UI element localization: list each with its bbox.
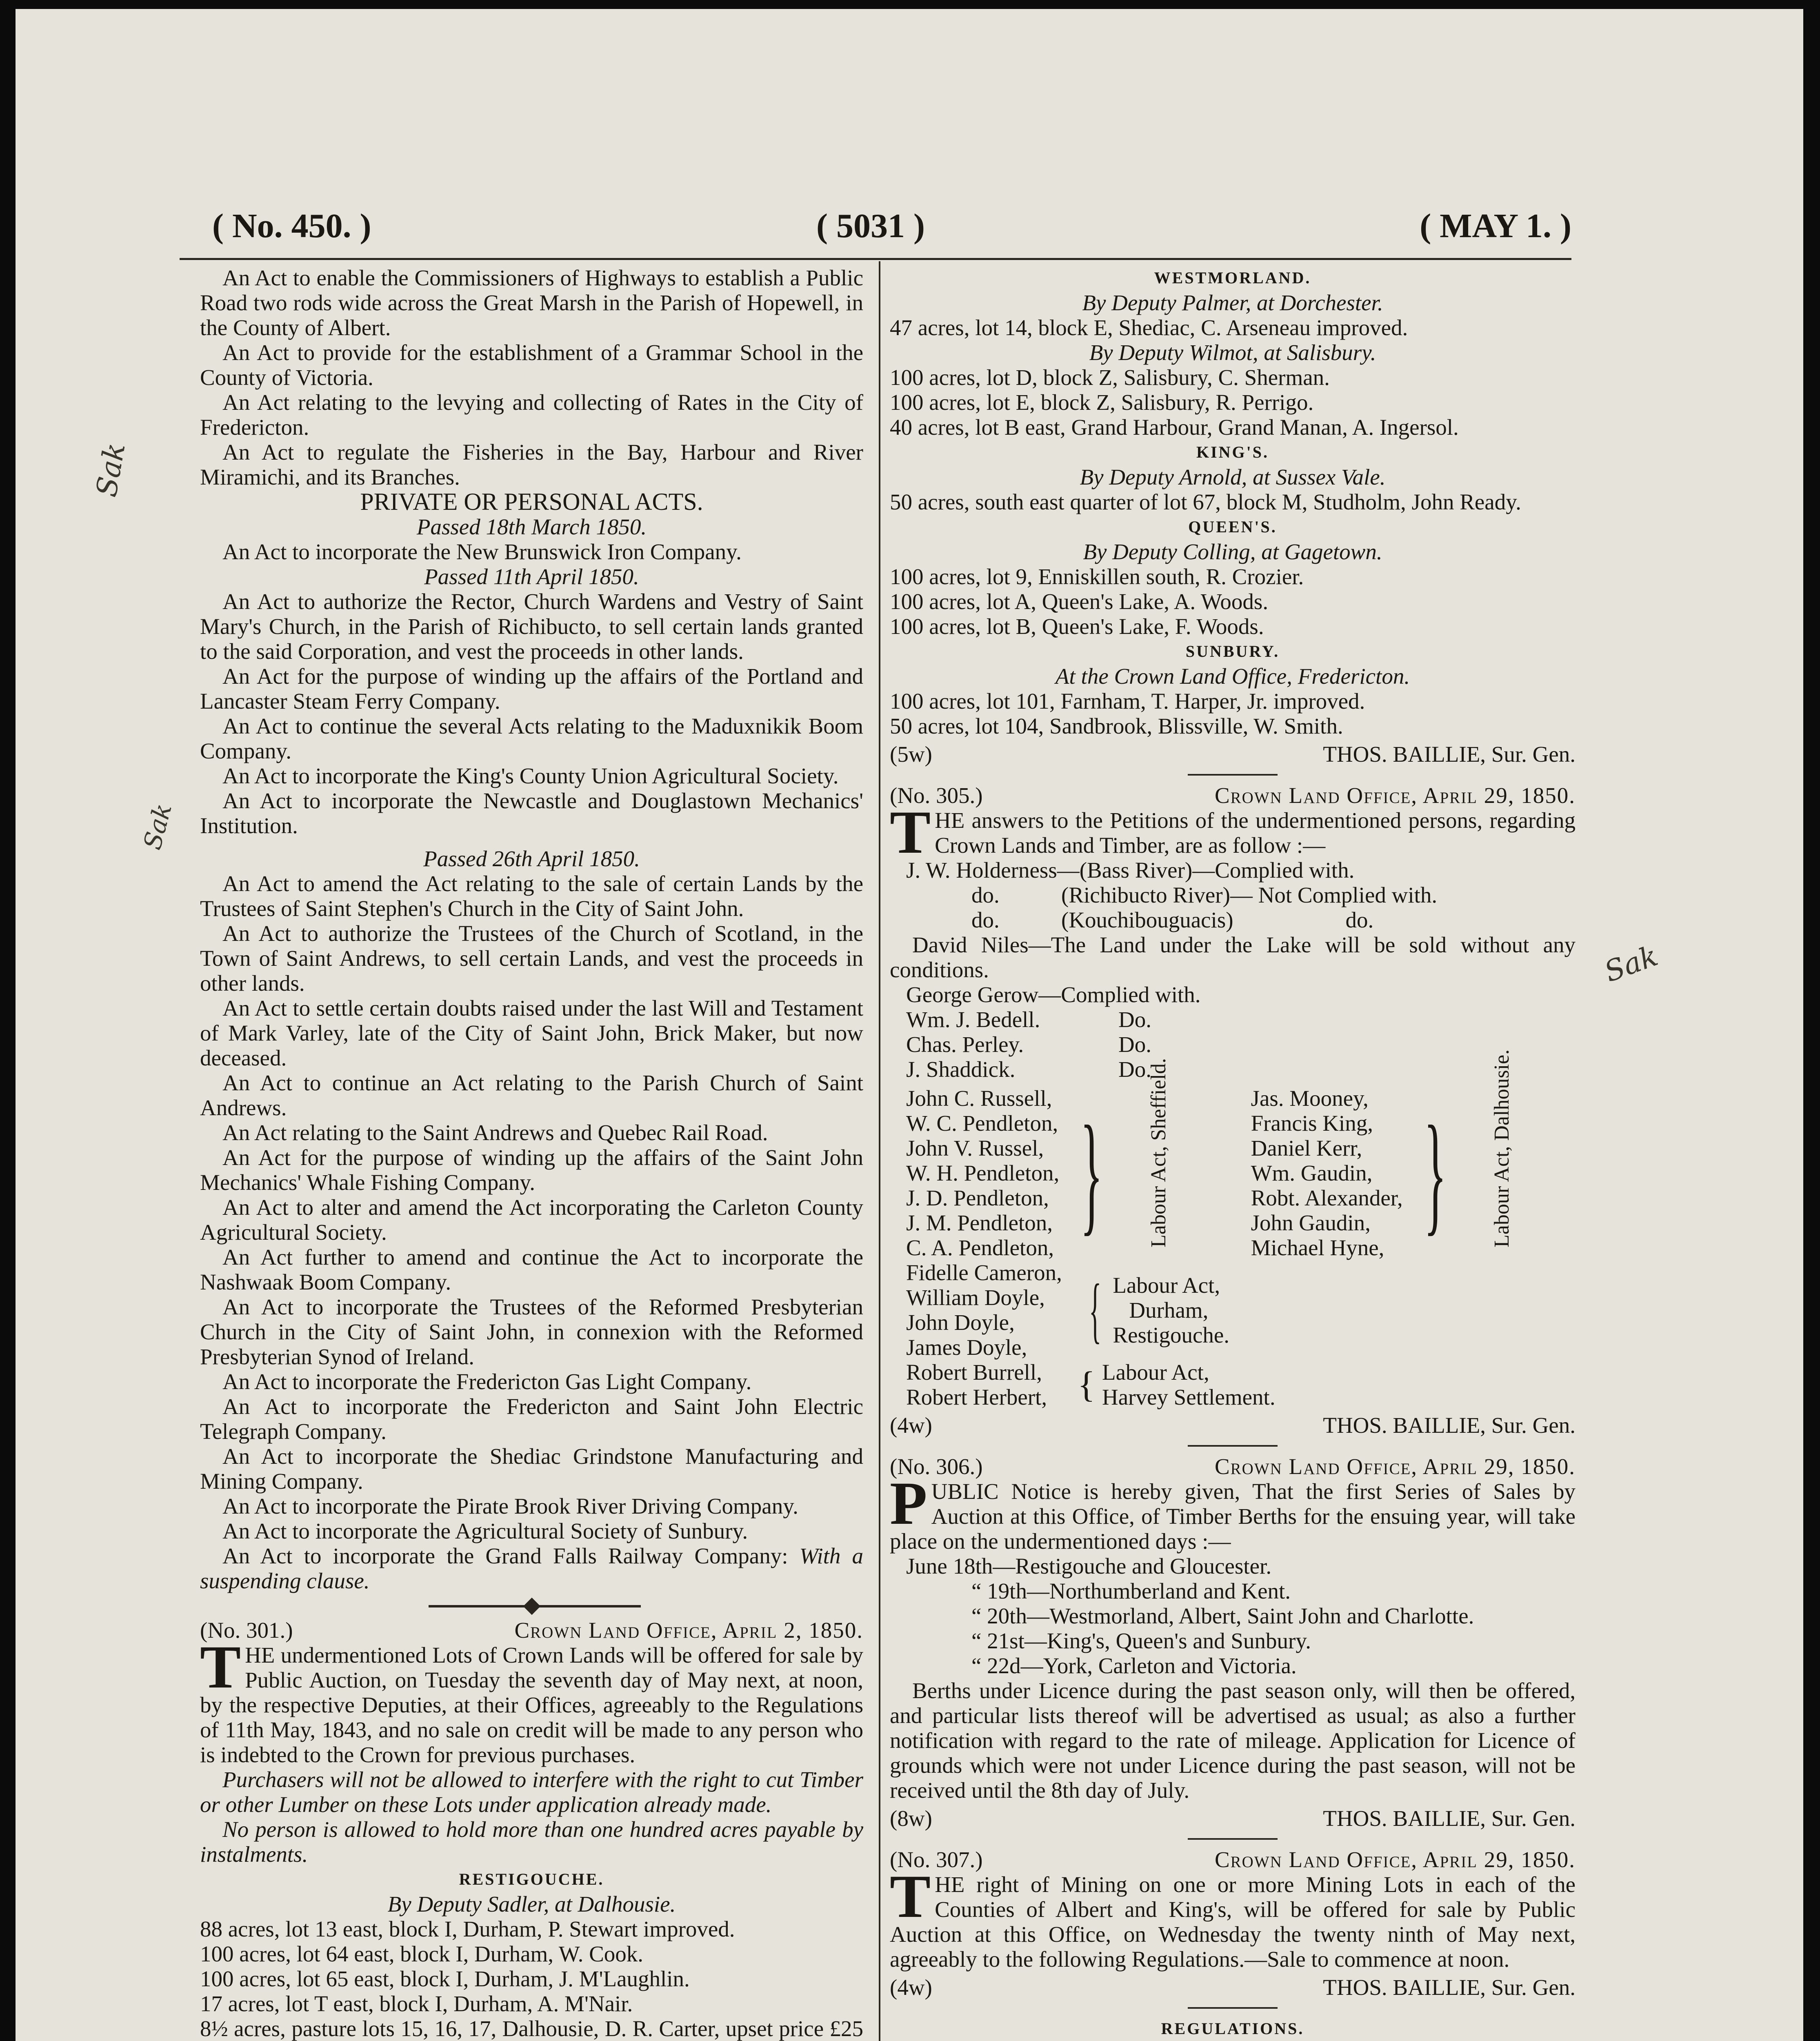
issue-date: ( MAY 1. ) (1420, 207, 1571, 245)
notice-306-header (890, 1454, 1576, 1479)
notice-301-body (200, 1633, 863, 1767)
act-item-text: An Act to incorporate the Grand Falls Railway Company: (222, 1543, 788, 1568)
county-heading: WESTMORLAND. (1154, 269, 1311, 287)
signature-name: THOS. BAILLIE, Sur. Gen. (1323, 742, 1576, 767)
petitioner-name: J. M. Pendleton, (906, 1210, 1053, 1235)
petitioner-name: John V. Russel, (906, 1136, 1044, 1161)
petitioner-name: Wm. J. Bedell. (906, 1007, 1040, 1032)
drop-cap: P (890, 1470, 927, 1537)
sale-day: “ 19th—Northumberland and Kent. (971, 1579, 1291, 1603)
petitioner-name: Robert Herbert, (906, 1385, 1047, 1410)
lot-item: 8½ acres, pasture lots 15, 16, 17, Dalhousie, D. R. Carter, upset price £25 (200, 2016, 863, 2041)
petition-line: George Gerow—Complied with. (906, 982, 1201, 1007)
sale-day: “ 22d—York, Carleton and Victoria. (971, 1653, 1297, 1678)
notice-number: (No. 306.) (890, 1454, 983, 1479)
petitioner-name: W. H. Pendleton, (906, 1161, 1060, 1185)
act-item: An Act to regulate the Fisheries in the Bay, Harbour and River Miramichi, and its Branches. (200, 440, 863, 489)
separator-rule (1188, 2007, 1278, 2009)
labour-act-harvey-table (906, 1360, 1276, 1410)
petition-result: Do. (1118, 1007, 1151, 1032)
notice-body-text: HE right of Mining on one or more Mining Lots in each of the Counties of Albert and King's, will be offered for sale by Public Auction at this Office, on Wednesday the twenty ninth of May next, agreeably to the following Regulations.—Sale to commence at noon. (890, 1872, 1576, 1972)
signature-line (890, 742, 1576, 767)
sale-day: “ 20th—Westmorland, Albert, Saint John and Charlotte. (971, 1603, 1474, 1628)
notice-body-text: Berths under Licence during the past season only, will then be offered, and particular lists thereof will be advertised as usual; as also a further notification with regard to the rate of mileage. Application for Licence of grounds which were not under Licence during the past season, will not be received until the 8th day of July. (890, 1678, 1576, 1803)
lot-item: 88 acres, lot 13 east, block I, Durham, P. Stewart improved. (200, 1916, 735, 1941)
act-item: An Act to incorporate the Newcastle and Douglastown Mechanics' Institution. (200, 788, 863, 838)
deputy-line: By Deputy Arnold, at Sussex Vale. (1080, 465, 1386, 489)
petition-line: do. (Kouchibouguacis) do. (971, 907, 1374, 932)
petitioner-name: John C. Russell, (906, 1086, 1052, 1111)
petitioner-name: Robert Burrell, (906, 1360, 1042, 1385)
insertion-mark: (5w) (890, 742, 932, 767)
notice-body-text: HE answers to the Petitions of the undermentioned persons, regarding Crown Lands and Timber, are as follow :— (935, 808, 1576, 858)
harvey-label (1102, 1360, 1276, 1410)
notice-number: (No. 301.) (200, 1618, 293, 1643)
lot-item: 100 acres, lot D, block Z, Salisbury, C. Sherman. (890, 365, 1330, 390)
labour-act-label: Labour Act, Dalhousie. (1490, 1049, 1513, 1247)
notice-301-header (200, 1618, 863, 1643)
county-heading: SUNBURY. (1185, 642, 1280, 660)
petitioner-name: C. A. Pendleton, (906, 1235, 1054, 1260)
drop-cap: T (890, 1863, 931, 1930)
petitioner-name: Fidelle Cameron, (906, 1260, 1062, 1285)
petitioner-name: Robt. Alexander, (1251, 1185, 1403, 1210)
lot-item: 100 acres, lot 64 east, block I, Durham, W. Cook. (200, 1941, 644, 1966)
act-item: An Act to incorporate the Shediac Grindstone Manufacturing and Mining Company. (200, 1444, 863, 1494)
brace-icon: { (1078, 1364, 1096, 1405)
signature-name: THOS. BAILLIE, Sur. Gen. (1323, 1806, 1576, 1831)
act-item: An Act to amend the Act relating to the sale of certain Lands by the Trustees of Saint Stephen's Church in the City of Saint John. (200, 871, 863, 921)
act-item: An Act to continue an Act relating to the Parish Church of Saint Andrews. (200, 1070, 863, 1120)
column-divider (879, 261, 880, 2041)
act-item: An Act further to amend and continue the Act to incorporate the Nashwaak Boom Company. (200, 1245, 863, 1294)
suspending-clause: With a suspending clause. (200, 1543, 864, 1593)
notice-body-text: HE undermentioned Lots of Crown Lands will be offered for sale by Public Auction, on Tuesday the seventh day of May next, at noon, by the respective Deputies, at their Offices, agreeably to the Regulations of 11th May, 1843, and no sale on credit will be made to any person who is indebted to the Crown for previous purchases. (200, 1643, 863, 1767)
label-line: Labour Act, (1113, 1272, 1220, 1298)
drop-cap: T (200, 1633, 241, 1701)
lot-item: 50 acres, lot 104, Sandbrook, Blissville, W. Smith. (890, 714, 1343, 738)
durham-label (1113, 1260, 1229, 1360)
office-line: At the Crown Land Office, Fredericton. (1055, 664, 1410, 689)
separator-rule (1188, 1838, 1278, 1840)
labour-act-label: Labour Act, Sheffield. (1147, 1058, 1170, 1247)
act-item: An Act to settle certain doubts raised under the last Will and Testament of Mark Varley, late of the City of Saint John, Brick Maker, but now deceased. (200, 996, 863, 1070)
label-line: Restigouche. (1113, 1322, 1230, 1347)
dalhousie-names (1251, 1086, 1403, 1260)
act-item: An Act to incorporate the Fredericton and Saint John Electric Telegraph Company. (200, 1394, 863, 1444)
private-acts-heading: PRIVATE OR PERSONAL ACTS. (360, 488, 703, 515)
signature-name: THOS. BAILLIE, Sur. Gen. (1323, 1413, 1576, 1438)
insertion-mark: (4w) (890, 1413, 932, 1438)
act-item: An Act to incorporate the Trustees of the Reformed Presbyterian Church in the City of Saint John, in connexion with the Reformed Presbyterian Synod of Ireland. (200, 1294, 863, 1369)
act-item: An Act to alter and amend the Act incorporating the Carleton County Agricultural Society. (200, 1195, 863, 1245)
notice-office: Crown Land Office, April 29, 1850. (1214, 1847, 1576, 1872)
lot-item: 100 acres, lot 9, Enniskillen south, R. Crozier. (890, 564, 1304, 589)
county-heading: KING'S. (1196, 443, 1269, 461)
act-item: An Act to incorporate the King's County Union Agricultural Society. (222, 763, 839, 788)
petitioner-name: Francis King, (1251, 1111, 1373, 1136)
deputy-line: By Deputy Colling, at Gagetown. (1083, 539, 1382, 564)
petitioner-name: J. D. Pendleton, (906, 1185, 1049, 1210)
lot-item: 100 acres, lot 65 east, block I, Durham, J. M'Laughlin. (200, 1966, 690, 1991)
petitioner-name: W. C. Pendleton, (906, 1111, 1058, 1136)
harvey-names (906, 1360, 1078, 1410)
ornament-diamond (523, 1598, 540, 1615)
county-heading: QUEEN'S. (1188, 518, 1277, 536)
margin-mark-left: Sak (89, 440, 132, 500)
act-item (200, 1543, 863, 1593)
notice-306-body (890, 1470, 1576, 1554)
petition-result: Do. (1118, 1032, 1151, 1057)
sale-day: “ 21st—King's, Queen's and Sunbury. (971, 1628, 1311, 1653)
sale-day: June 18th—Restigouche and Gloucester. (906, 1554, 1272, 1579)
petition-result: Do. (1118, 1057, 1151, 1082)
act-item: An Act relating to the Saint Andrews and Quebec Rail Road. (222, 1120, 768, 1145)
lot-item: 100 acres, lot 101, Farnham, T. Harper, Jr. improved. (890, 689, 1365, 714)
brace-icon: { (1089, 1269, 1102, 1350)
labour-act-durham-table (906, 1260, 1229, 1360)
passed-date: Passed 11th April 1850. (424, 564, 639, 589)
regulations-heading: REGULATIONS. (1161, 2019, 1304, 2038)
issue-number: ( No. 450. ) (212, 207, 371, 245)
signature-name: THOS. BAILLIE, Sur. Gen. (1323, 1975, 1576, 2000)
act-item: An Act to continue the several Acts relating to the Maduxnikik Boom Company. (200, 714, 863, 763)
petition-line: do. (Richibucto River)— Not Complied with. (971, 883, 1438, 907)
dalhousie-label-cell (1467, 1049, 1576, 1260)
notice-307-header (890, 1847, 1576, 1872)
notice-307-body (890, 1863, 1576, 1972)
section-ornament (200, 1599, 863, 1614)
act-item: An Act to authorize the Rector, Church Wardens and Vestry of Saint Mary's Church, in the Parish of Richibucto, to sell certain lands granted to the said Corporation, and vest the proceeds in other lands. (200, 589, 863, 664)
act-item: An Act to enable the Commissioners of Highways to establish a Public Road two rods wide across the Great Marsh in the Parish of Hopewell, in the County of Albert. (200, 265, 863, 340)
label-line: Durham, (1129, 1297, 1209, 1323)
lot-item: 40 acres, lot B east, Grand Harbour, Grand Manan, A. Ingersol. (890, 415, 1459, 440)
notice-office: Crown Land Office, April 29, 1850. (1214, 1454, 1576, 1479)
passed-date: Passed 26th April 1850. (423, 846, 640, 871)
act-item: An Act to incorporate the Fredericton Gas Light Company. (222, 1369, 752, 1394)
margin-mark-left-2: Sak (138, 800, 178, 853)
petitioner-name: Michael Hyne, (1251, 1235, 1384, 1260)
label-line: Harvey Settlement. (1102, 1385, 1276, 1410)
notice-body-text: UBLIC Notice is hereby given, That the first Series of Sales by Auction at this Office, of Timber Berths for the ensuing year, will take place on the undermentioned days :— (890, 1479, 1576, 1554)
county-heading: RESTIGOUCHE. (459, 1870, 604, 1888)
petitioner-name: James Doyle, (906, 1335, 1027, 1360)
notice-305-header (890, 783, 1576, 808)
signature-line (890, 1975, 1576, 2000)
petitioner-name: Jas. Mooney, (1251, 1086, 1369, 1111)
act-item: An Act to incorporate the Agricultural Society of Sunbury. (222, 1519, 748, 1543)
act-item: An Act for the purpose of winding up the affairs of the Portland and Lancaster Steam Ferry Company. (200, 664, 863, 714)
lot-item: 17 acres, lot T east, block I, Durham, A. M'Nair. (200, 1991, 633, 2016)
margin-mark-right: Sak (1600, 938, 1662, 989)
petition-do-table (906, 1007, 1151, 1082)
petitioner-name: Daniel Kerr, (1251, 1136, 1362, 1161)
lot-item: 100 acres, lot A, Queen's Lake, A. Woods. (890, 589, 1269, 614)
left-column (200, 265, 863, 2041)
petitioner-name: J. Shaddick. (906, 1057, 1016, 1082)
deputy-line: By Deputy Sadler, at Dalhousie. (387, 1892, 676, 1916)
act-item: An Act to authorize the Trustees of the Church of Scotland, in the Town of Saint Andrews, to sell certain Lands, and vest the proceeds in other lands. (200, 921, 863, 996)
petitioner-name: John Gaudin, (1251, 1210, 1371, 1235)
brace-icon: } (1424, 1098, 1447, 1247)
insertion-mark: (4w) (890, 1975, 932, 2000)
act-item: An Act for the purpose of winding up the affairs of the Saint John Mechanics' Whale Fishing Company. (200, 1145, 863, 1195)
signature-line (890, 1806, 1576, 1831)
deputy-line: By Deputy Palmer, at Dorchester. (1082, 290, 1383, 315)
page-header (180, 206, 1571, 255)
notice-305-body (890, 798, 1576, 866)
drop-cap: T (890, 798, 931, 866)
header-rule (180, 258, 1571, 260)
separator-rule (1188, 774, 1278, 776)
brace-icon: } (1080, 1098, 1103, 1247)
deputy-line: By Deputy Wilmot, at Salisbury. (1089, 340, 1376, 365)
passed-date: Passed 18th March 1850. (416, 514, 647, 539)
petition-line: J. W. Holderness—(Bass River)—Complied with. (906, 858, 1355, 883)
act-item: An Act relating to the levying and collecting of Rates in the City of Fredericton. (200, 390, 863, 440)
separator-rule (1188, 1445, 1278, 1447)
signature-line (890, 1413, 1576, 1438)
notice-office: Crown Land Office, April 2, 1850. (514, 1618, 863, 1643)
petitioner-name: John Doyle, (906, 1310, 1015, 1335)
act-item: An Act to provide for the establishment of a Grammar School in the County of Victoria. (200, 340, 863, 390)
petitioner-name: Chas. Perley. (906, 1032, 1024, 1057)
insertion-mark: (8w) (890, 1806, 932, 1831)
petitioner-name: William Doyle, (906, 1285, 1045, 1310)
lot-item: 100 acres, lot E, block Z, Salisbury, R. Perrigo. (890, 390, 1314, 415)
notice-office: Crown Land Office, April 29, 1850. (1214, 783, 1576, 808)
sheffield-names (906, 1086, 1059, 1260)
notice-note: Purchasers will not be allowed to interfere with the right to cut Timber or other Lumber on these Lots under application already made. (200, 1767, 863, 1817)
notice-number: (No. 305.) (890, 783, 983, 808)
act-item: An Act to incorporate the Pirate Brook River Driving Company. (222, 1494, 798, 1519)
label-line: Labour Act, (1102, 1360, 1209, 1385)
notice-note: No person is allowed to hold more than one hundred acres payable by instalments. (200, 1817, 863, 1867)
petitioner-name: Wm. Gaudin, (1251, 1161, 1373, 1185)
petition-line: David Niles—The Land under the Lake will be sold without any conditions. (890, 932, 1576, 982)
notice-number: (No. 307.) (890, 1847, 983, 1872)
durham-names (906, 1260, 1078, 1360)
lot-item: 47 acres, lot 14, block E, Shediac, C. Arseneau improved. (890, 315, 1408, 340)
lot-item: 50 acres, south east quarter of lot 67, block M, Studholm, John Ready. (890, 489, 1521, 514)
page-number: ( 5031 ) (816, 207, 925, 245)
right-column (890, 265, 1576, 2041)
act-item: An Act to incorporate the New Brunswick Iron Company. (222, 539, 742, 564)
lot-item: 100 acres, lot B, Queen's Lake, F. Woods. (890, 614, 1264, 639)
